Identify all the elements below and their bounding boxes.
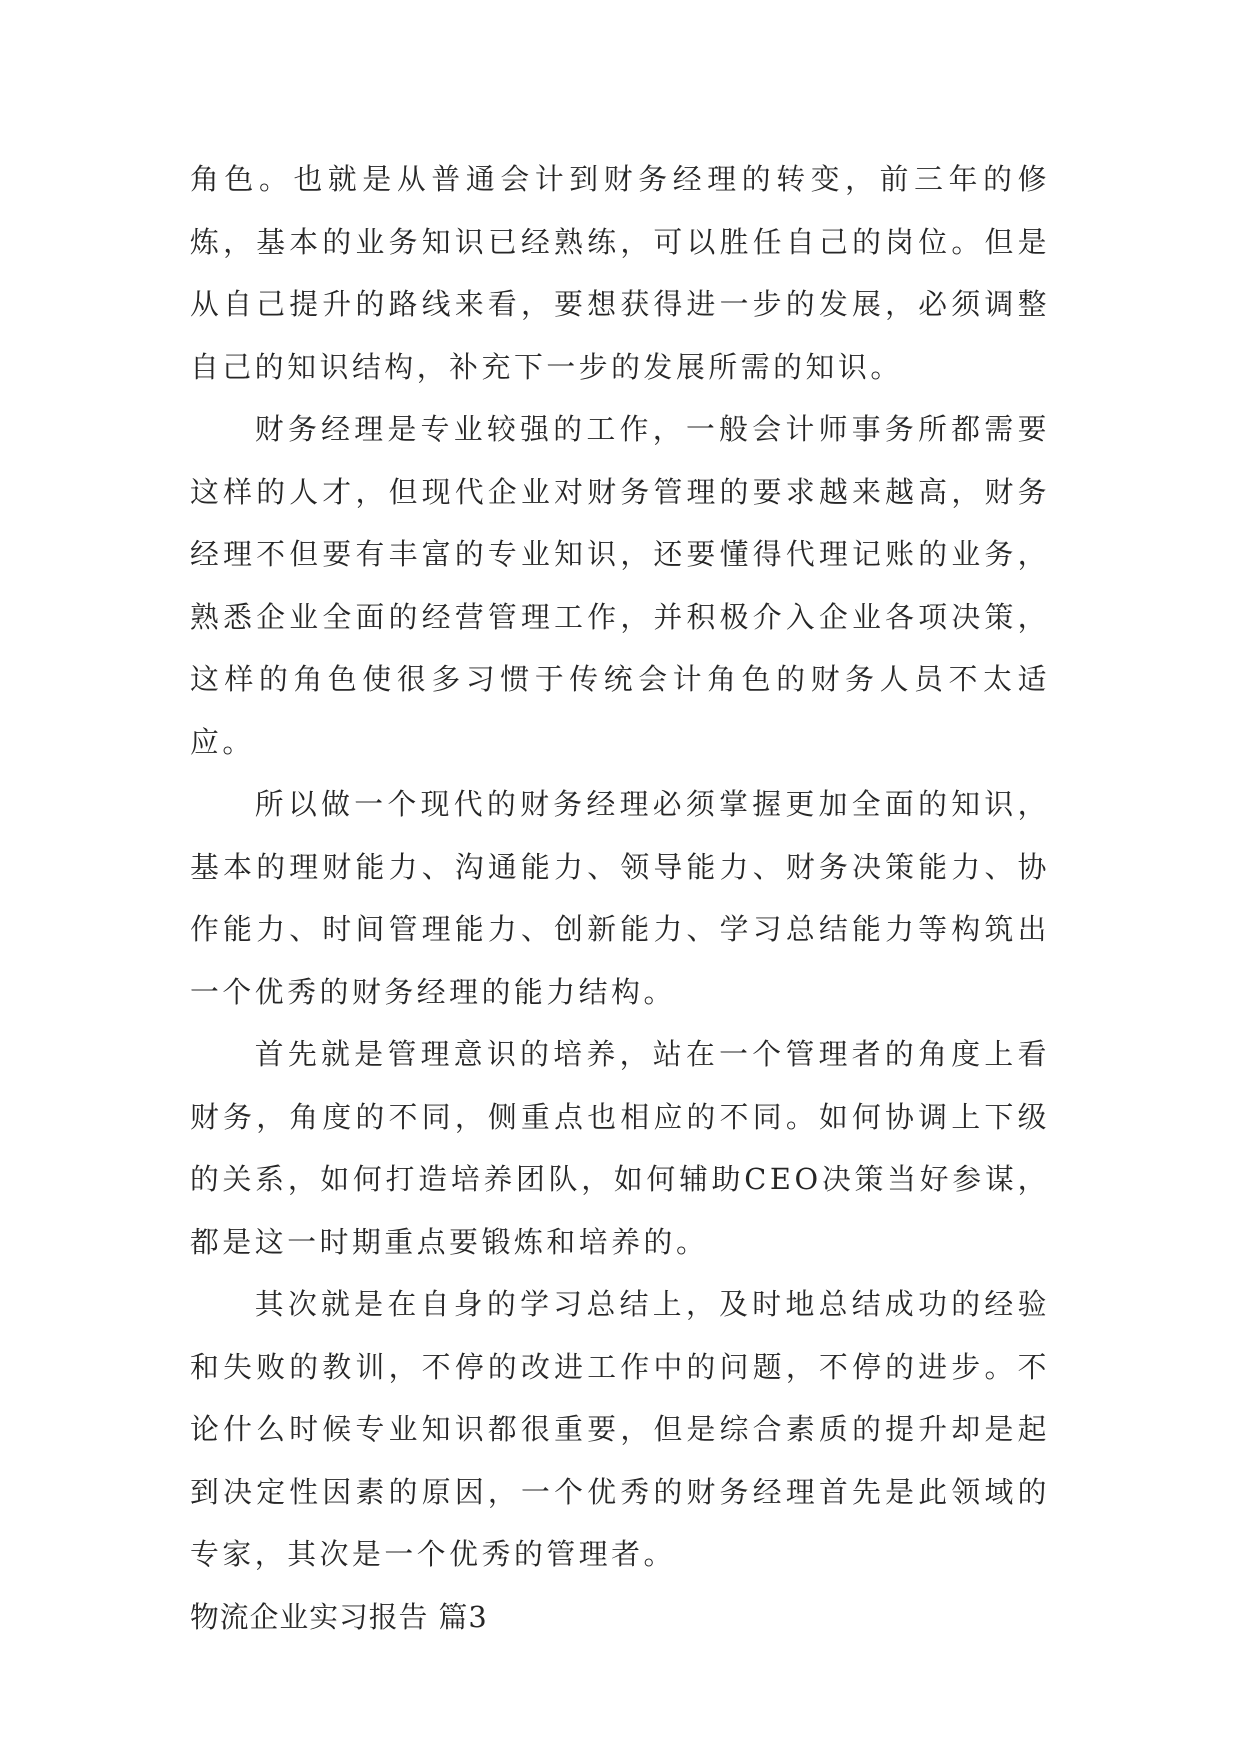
paragraph-management-awareness: 首先就是管理意识的培养，站在一个管理者的角度上看财务，角度的不同，侧重点也相应的不同。如何协调上下级的关系，如何打造培养团队，如何辅助CEO决策当好参谋，都是这一时期重点要锻炼和培养的。 [190,1037,1050,1259]
paragraph-finance-manager-role: 财务经理是专业较强的工作，一般会计师事务所都需要这样的人才，但现代企业对财务管理的要求越来越高，财务经理不但要有丰富的专业知识，还要懂得代理记账的业务，熟悉企业全面的经营管理工作，并积极介入企业各项决策，这样的角色使很多习惯于传统会计角色的财务人员不太适应。 [190,412,1050,759]
paragraph-ability-structure: 所以做一个现代的财务经理必须掌握更加全面的知识，基本的理财能力、沟通能力、领导能力、财务决策能力、协作能力、时间管理能力、创新能力、学习总结能力等构筑出一个优秀的财务经理的能力结构。 [190,787,1050,1009]
paragraph-self-learning: 其次就是在自身的学习总结上，及时地总结成功的经验和失败的教训，不停的改进工作中的问题，不停的进步。不论什么时候专业知识都很重要，但是综合素质的提升却是起到决定性因素的原因，一个优秀的财务经理首先是此领域的专家，其次是一个优秀的管理者。 [190,1287,1050,1571]
paragraph-continuation: 角色。也就是从普通会计到财务经理的转变，前三年的修炼，基本的业务知识已经熟练，可以胜任自己的岗位。但是从自己提升的路线来看，要想获得进一步的发展，必须调整自己的知识结构，补充下一步的发展所需的知识。 [190,162,1050,384]
section-heading: 物流企业实习报告 篇3 [190,1599,488,1634]
document-body [190,148,1050,1648]
